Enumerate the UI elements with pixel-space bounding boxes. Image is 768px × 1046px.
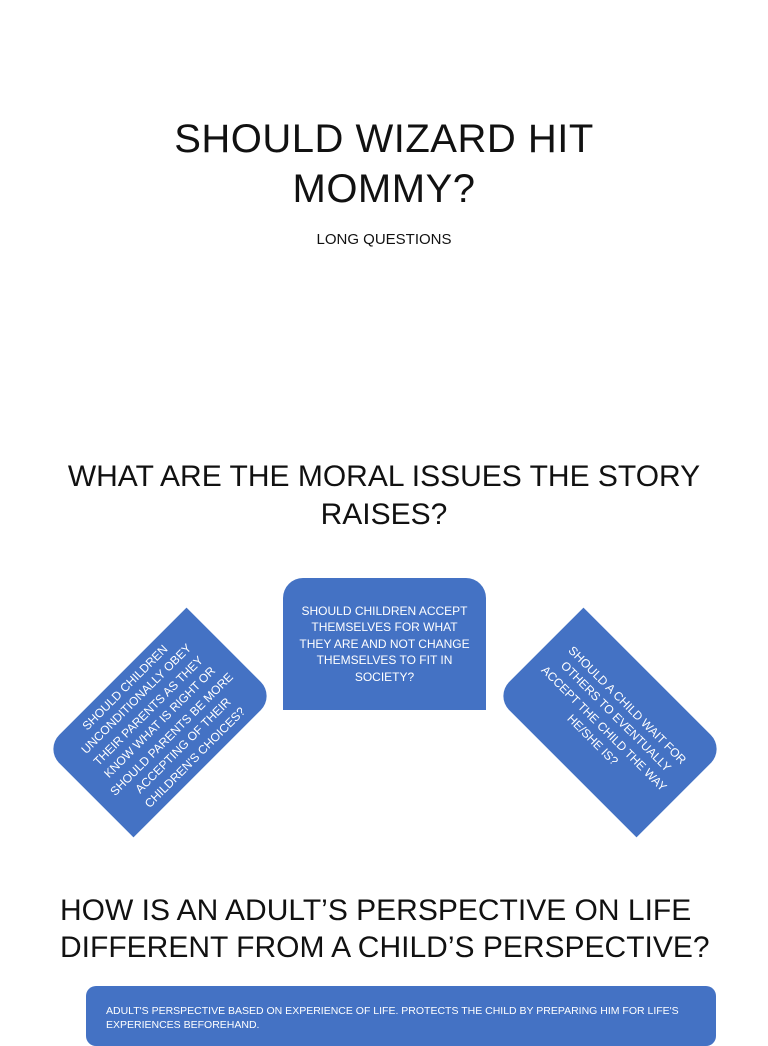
page-title-line-1: SHOULD WIZARD HIT: [174, 117, 594, 161]
perspective-answer-text: ADULT'S PERSPECTIVE BASED ON EXPERIENCE OF LIFE. PROTECTS THE CHILD BY PREPARING HIM FOR LIFE'S EXPERIENCES BEFOREHAND.: [106, 1005, 679, 1031]
moral-issues-heading: [60, 458, 708, 534]
moral-issues-heading-line-1: WHAT ARE THE MORAL ISSUES THE STORY: [67, 460, 701, 493]
moral-issues-heading-line-2: RAISES?: [320, 498, 448, 531]
page-title-line-2: MOMMY?: [292, 167, 476, 211]
issue-box-right: [495, 608, 725, 838]
perspective-answer-box: [86, 986, 716, 1046]
page-subtitle: LONG QUESTIONS: [316, 231, 452, 248]
issue-text-left: SHOULD CHILDREN UNCONDITIONALLY OBEY THEIR PARENTS AS THEY KNOW WHAT IS RIGHT OR SHOULD PARENTS BE MORE ACCEPTING OF THEIR CHILDREN'S CHOICES?: [78, 641, 248, 811]
perspective-heading-line-2: DIFFERENT FROM A CHILD’S PERSPECTIVE?: [60, 931, 710, 964]
issue-box-center: [283, 578, 486, 710]
issue-text-right: SHOULD A CHILD WAIT FOR OTHERS TO EVENTUALLY ACCEPT THE CHILD THE WAY HE/SHE IS?: [538, 643, 690, 794]
perspective-heading-line-1: HOW IS AN ADULT’S PERSPECTIVE ON LIFE: [60, 894, 692, 927]
perspective-heading: [60, 892, 740, 966]
issue-box-left: [45, 608, 275, 838]
page-title: [0, 114, 768, 214]
issue-text-center: SHOULD CHILDREN ACCEPT THEMSELVES FOR WHAT THEY ARE AND NOT CHANGE THEMSELVES TO FIT IN SOCIETY?: [299, 603, 470, 684]
